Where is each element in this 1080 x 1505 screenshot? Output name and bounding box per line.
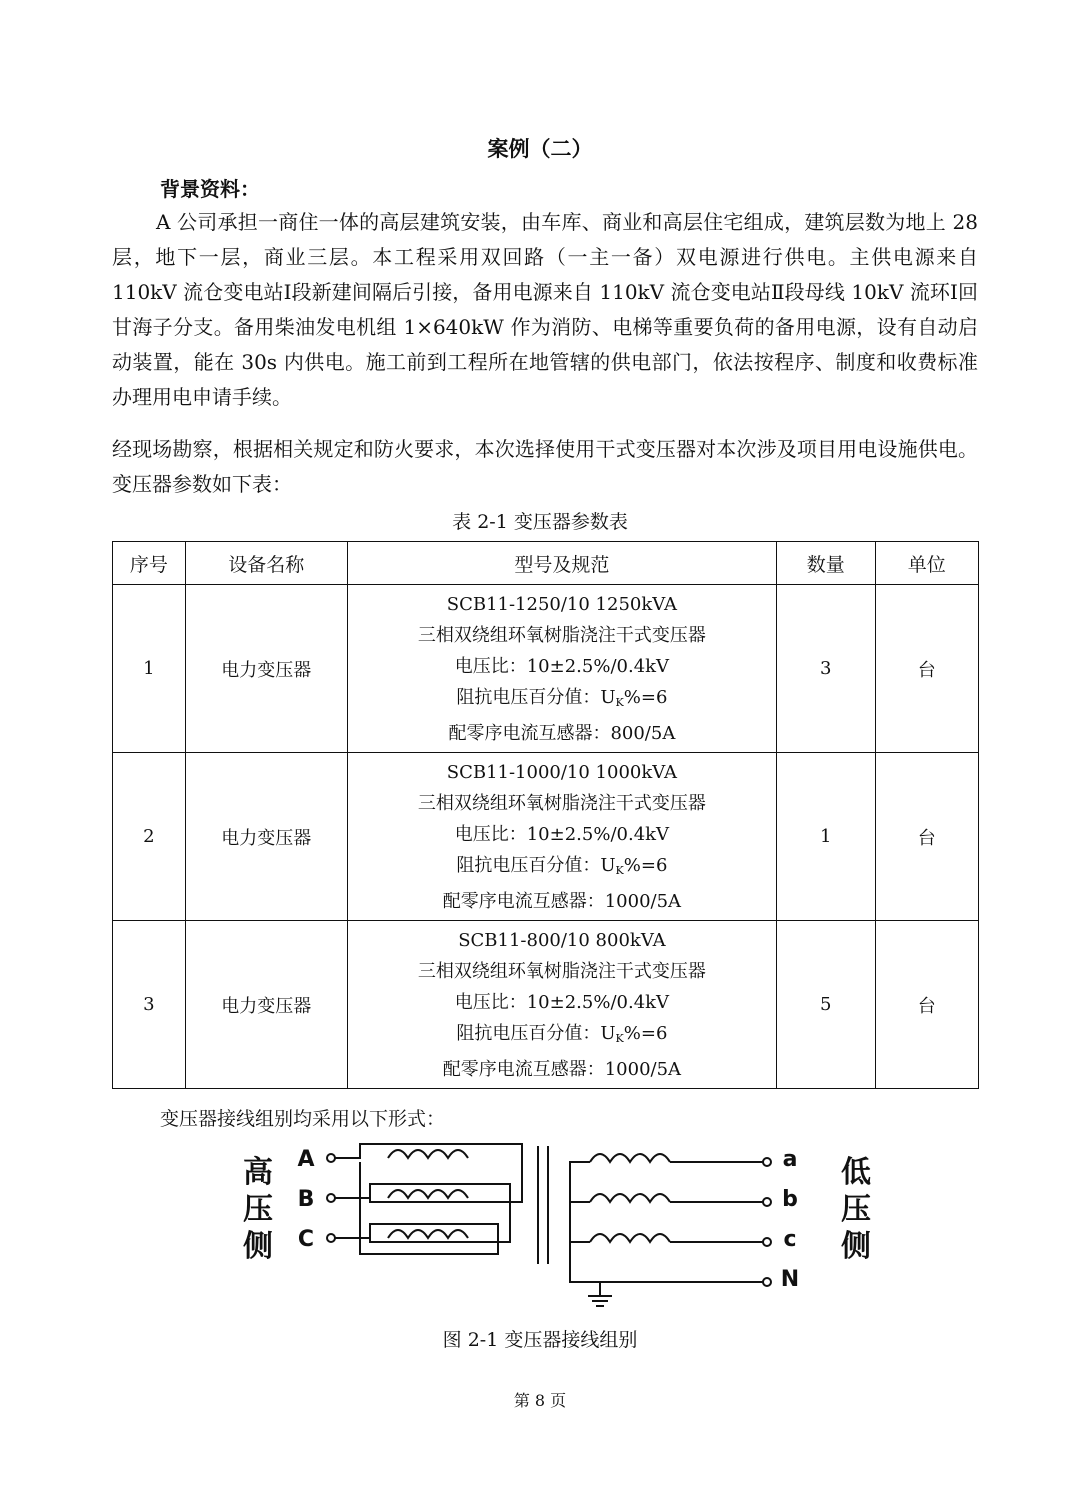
spec-impedance-label: 阻抗电压百分值：U xyxy=(456,854,616,876)
row-no: 3 xyxy=(113,921,186,1089)
transformer-wiring-diagram xyxy=(220,1136,880,1316)
wiring-intro: 变压器接线组别均采用以下形式： xyxy=(160,1108,446,1130)
uk-subscript: K xyxy=(615,863,624,877)
spec-model: SCB11-1000/10 1000kVA xyxy=(446,761,678,783)
low-side-label-1: 低 xyxy=(841,1155,871,1190)
row-unit: 台 xyxy=(875,585,979,753)
background-paragraph-1: A 公司承担一商住一体的高层建筑安装，由车库、商业和高层住宅组成，建筑层数为地上 28 层，地下一层，商业三层。本工程采用双回路（一主一备）双电源进行供电。主供电源来自 110kV 流仓变电站Ⅰ段新建间隔后引接，备用电源来自 110kV 流仓变电站Ⅱ段母线 10kV 流环Ⅰ回甘海子分支。备用柴油发电机组 1×640kW 作为消防、电梯等重要负荷的备用电源，设有自动启动装置，能在 30s 内供电。施工前到工程所在地管辖的供电部门，依法按程序、制度和收费标准办理用电申请手续。 xyxy=(112,210,978,409)
terminal-N-circle xyxy=(763,1278,771,1286)
hv-phase-a-wiring xyxy=(335,1144,522,1202)
lv-coil-a xyxy=(590,1154,670,1162)
hv-coil-c xyxy=(388,1230,468,1238)
spec-impedance xyxy=(348,850,776,886)
table-row xyxy=(113,921,979,1089)
table-row xyxy=(113,753,979,921)
spec-impedance-label: 阻抗电压百分值：U xyxy=(456,1022,616,1044)
spec-voltage-ratio: 电压比：10±2.5%/0.4kV xyxy=(454,823,670,845)
spec-ct: 配零序电流互感器：800/5A xyxy=(448,722,676,744)
background-paragraph-2: 经现场勘察，根据相关规定和防火要求，本次选择使用干式变压器对本次涉及项目用电设施供电。变压器参数如下表： xyxy=(112,437,978,496)
terminal-b-circle xyxy=(763,1198,771,1206)
spec-model: SCB11-1250/10 1250kVA xyxy=(446,593,678,615)
terminal-a-circle xyxy=(763,1158,771,1166)
spec-voltage-ratio: 电压比：10±2.5%/0.4kV xyxy=(454,655,670,677)
spec-voltage-ratio: 电压比：10±2.5%/0.4kV xyxy=(454,991,670,1013)
hv-coil-a xyxy=(388,1150,468,1158)
row-name: 电力变压器 xyxy=(185,585,347,753)
table-caption: 表 2-1 变压器参数表 xyxy=(452,511,628,533)
row-name: 电力变压器 xyxy=(185,921,347,1089)
page-number: 第 8 页 xyxy=(513,1391,567,1410)
terminal-B-circle xyxy=(327,1194,335,1202)
row-no: 2 xyxy=(113,753,186,921)
header-no: 序号 xyxy=(113,542,186,585)
uk-subscript: K xyxy=(615,1031,624,1045)
high-side-label-3: 侧 xyxy=(243,1229,273,1264)
row-spec xyxy=(347,921,776,1089)
spec-ct: 配零序电流互感器：1000/5A xyxy=(442,890,682,912)
terminal-C: C xyxy=(297,1227,315,1252)
lv-star-point xyxy=(570,1162,763,1282)
spec-impedance xyxy=(348,1018,776,1054)
spec-type: 三相双绕组环氧树脂浇注干式变压器 xyxy=(417,624,706,646)
spec-ct: 配零序电流互感器：1000/5A xyxy=(442,1058,682,1080)
terminal-A: A xyxy=(297,1147,315,1172)
terminal-B: B xyxy=(297,1187,315,1212)
row-spec xyxy=(347,753,776,921)
lv-coil-b xyxy=(590,1194,670,1202)
terminal-c-circle xyxy=(763,1238,771,1246)
high-side-label-1: 高 xyxy=(243,1155,273,1190)
header-name: 设备名称 xyxy=(185,542,347,585)
uk-subscript: K xyxy=(615,695,624,709)
high-side-label-2: 压 xyxy=(243,1192,273,1227)
row-spec xyxy=(347,585,776,753)
section-heading: 背景资料： xyxy=(160,177,260,201)
table-header-row xyxy=(113,542,979,585)
spec-model: SCB11-800/10 800kVA xyxy=(458,929,666,951)
ground-symbol xyxy=(588,1282,612,1306)
row-name: 电力变压器 xyxy=(185,753,347,921)
spec-impedance-value: %=6 xyxy=(623,686,668,708)
terminal-b: b xyxy=(782,1187,798,1212)
row-unit: 台 xyxy=(875,921,979,1089)
row-qty: 5 xyxy=(777,921,876,1089)
table-row xyxy=(113,585,979,753)
transformer-parameter-table xyxy=(112,541,979,1089)
terminal-c: c xyxy=(783,1227,797,1252)
terminal-C-circle xyxy=(327,1234,335,1242)
header-qty: 数量 xyxy=(777,542,876,585)
row-unit: 台 xyxy=(875,753,979,921)
header-unit: 单位 xyxy=(875,542,979,585)
hv-coil-b xyxy=(388,1190,468,1198)
spec-impedance-label: 阻抗电压百分值：U xyxy=(456,686,616,708)
row-qty: 3 xyxy=(777,585,876,753)
terminal-N: N xyxy=(780,1267,800,1292)
spec-impedance xyxy=(348,682,776,718)
terminal-A-circle xyxy=(327,1154,335,1162)
spec-impedance-value: %=6 xyxy=(623,854,668,876)
spec-type: 三相双绕组环氧树脂浇注干式变压器 xyxy=(417,960,706,982)
row-no: 1 xyxy=(113,585,186,753)
header-spec: 型号及规范 xyxy=(347,542,776,585)
terminal-a: a xyxy=(782,1147,798,1172)
figure-caption: 图 2-1 变压器接线组别 xyxy=(442,1329,638,1351)
page-title: 案例（二） xyxy=(487,137,593,161)
low-side-label-2: 压 xyxy=(841,1192,871,1227)
hv-phase-c-wiring xyxy=(335,1162,498,1254)
row-qty: 1 xyxy=(777,753,876,921)
low-side-label-3: 侧 xyxy=(841,1229,871,1264)
spec-impedance-value: %=6 xyxy=(623,1022,668,1044)
spec-type: 三相双绕组环氧树脂浇注干式变压器 xyxy=(417,792,706,814)
lv-coil-c xyxy=(590,1234,670,1242)
